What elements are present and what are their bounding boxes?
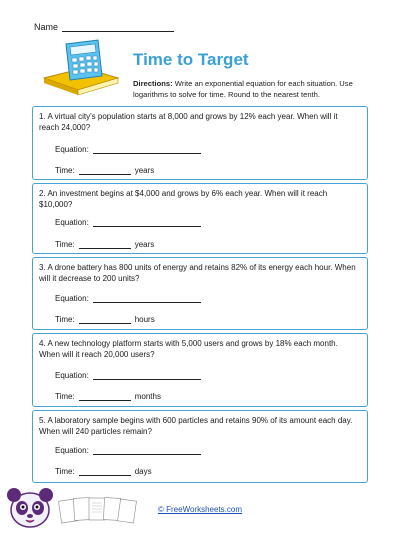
time-unit: years [134,166,155,175]
time-unit: years [134,240,155,249]
problem-4 [32,333,368,407]
equation-label: Equation: [55,145,89,154]
equation-answer-line[interactable] [93,145,201,154]
directions-text: Write an exponential equation for each situation. Use logarithms to solve for time. Round to the nearest tenth. [133,79,353,99]
directions [133,78,383,100]
panda-mascot-icon [4,486,56,536]
problem-number: 3. [39,263,46,272]
directions-label: Directions: [133,79,173,88]
time-unit: days [134,467,152,476]
problem-3 [32,257,368,330]
time-label: Time: [55,166,75,175]
time-label: Time: [55,467,75,476]
problem-number: 2. [39,189,46,198]
equation-answer-line[interactable] [93,371,201,380]
time-answer-line[interactable] [79,315,131,324]
copyright-link[interactable]: © FreeWorksheets.com [158,505,242,514]
time-answer-line[interactable] [79,166,131,175]
time-answer-line[interactable] [79,240,131,249]
equation-label: Equation: [55,218,89,227]
equation-answer-line[interactable] [93,218,201,227]
equation-answer-line[interactable] [93,446,201,455]
problem-list [32,106,368,486]
equation-label: Equation: [55,294,89,303]
page-title: Time to Target [133,50,249,69]
calculator-on-book-icon [40,38,120,96]
equation-answer-line[interactable] [93,294,201,303]
name-label: Name [34,22,59,32]
name-line [62,22,174,32]
time-label: Time: [55,392,75,401]
time-answer-line[interactable] [79,392,131,401]
problem-2 [32,183,368,254]
problem-text: An investment begins at $4,000 and grows by 6% each year. When will it reach $10,000? [39,189,328,209]
time-label: Time: [55,315,75,324]
problem-number: 4. [39,339,46,348]
problem-number: 1. [39,112,46,121]
problem-text: A laboratory sample begins with 600 particles and retains 90% of its amount each day. When will 240 particles remain? [39,416,353,436]
problem-text: A new technology platform starts with 5,000 users and grows by 18% each month. When will it reach 20,000 users? [39,339,338,359]
equation-label: Equation: [55,371,89,380]
problem-text: A drone battery has 800 units of energy and retains 82% of its energy each hour. When will it decrease to 200 units? [39,263,356,283]
equation-label: Equation: [55,446,89,455]
problem-1 [32,106,368,180]
worksheet-thumbnails-icon [58,494,138,530]
time-unit: months [134,392,161,401]
problem-text: A virtual city's population starts at 8,000 and grows by 12% each year. When will it reach 24,000? [39,112,338,132]
problem-5 [32,410,368,483]
time-label: Time: [55,240,75,249]
time-unit: hours [134,315,155,324]
time-answer-line[interactable] [79,467,131,476]
problem-number: 5. [39,416,46,425]
name-row [34,22,174,32]
